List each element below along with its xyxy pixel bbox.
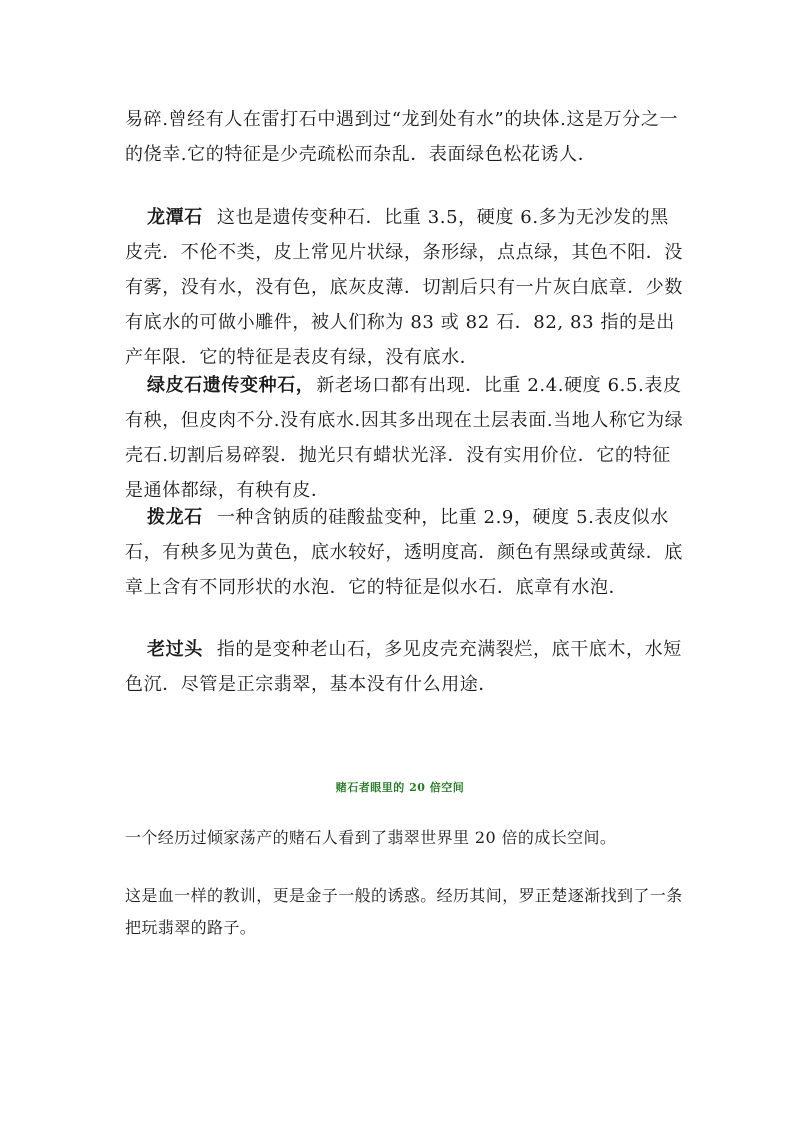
section-paragraph: 这是血一样的教训，更是金子一般的诱惑。经历其间，罗正楚逐渐找到了一条把玩翡翠的路子。 bbox=[125, 886, 683, 937]
entry-term: 老过头 bbox=[147, 639, 203, 660]
section-paragraph: 一个经历过倾家荡产的赌石人看到了翡翠世界里 20 倍的成长空间。 bbox=[125, 828, 617, 847]
intro-paragraph bbox=[125, 102, 685, 172]
entry-term: 龙潭石 bbox=[147, 207, 203, 228]
entry-paragraph bbox=[125, 368, 685, 508]
entry-text: 一种含钠质的硅酸盐变种，比重 2.9，硬度 5.表皮似水石，有秧多见为黄色，底水较好，透明度高．颜色有黑绿或黄绿．底章上含有不同形状的水泡．它的特征是似水石．底章有水泡． bbox=[125, 507, 683, 598]
intro-text: 易碎.曾经有人在雷打石中遇到过“龙到处有水”的块体.这是万分之一的侥幸.它的特征是少壳疏松而杂乱．表面绿色松花诱人． bbox=[125, 109, 679, 165]
entry-term: 拨龙石 bbox=[147, 507, 203, 528]
entry-text: 指的是变种老山石，多见皮壳充满裂烂，底干底木，水短色沉．尽管是正宗翡翠，基本没有什么用途． bbox=[125, 639, 682, 695]
entry-term: 绿皮石遗传变种石， bbox=[147, 375, 315, 396]
entry-text: 这也是遗传变种石．比重 3.5，硬度 6.多为无沙发的黑皮壳．不伦不类，皮上常见片状绿，条形绿，点点绿，其色不阳．没有雾，没有水，没有色，底灰皮薄．切割后只有一片灰白底章．少数有底水的可做小雕件，被人们称为 83 或 82 石．82, 83 指的是出产年限．它的特征是表皮有绿，没有底水． bbox=[125, 207, 683, 368]
section-heading: 赌石者眼里的 20 倍空间 bbox=[335, 781, 465, 794]
entry-paragraph bbox=[125, 500, 685, 605]
entry-paragraph bbox=[125, 200, 685, 375]
entry-paragraph bbox=[125, 632, 685, 702]
entry-text: 新老场口都有出现．比重 2.4.硬度 6.5.表皮有秧，但皮肉不分.没有底水.因其多出现在土层表面.当地人称它为绿壳石.切割后易碎裂．抛光只有蜡状光泽．没有实用价位．它的特征是通体都绿，有秧有皮． bbox=[125, 375, 684, 501]
